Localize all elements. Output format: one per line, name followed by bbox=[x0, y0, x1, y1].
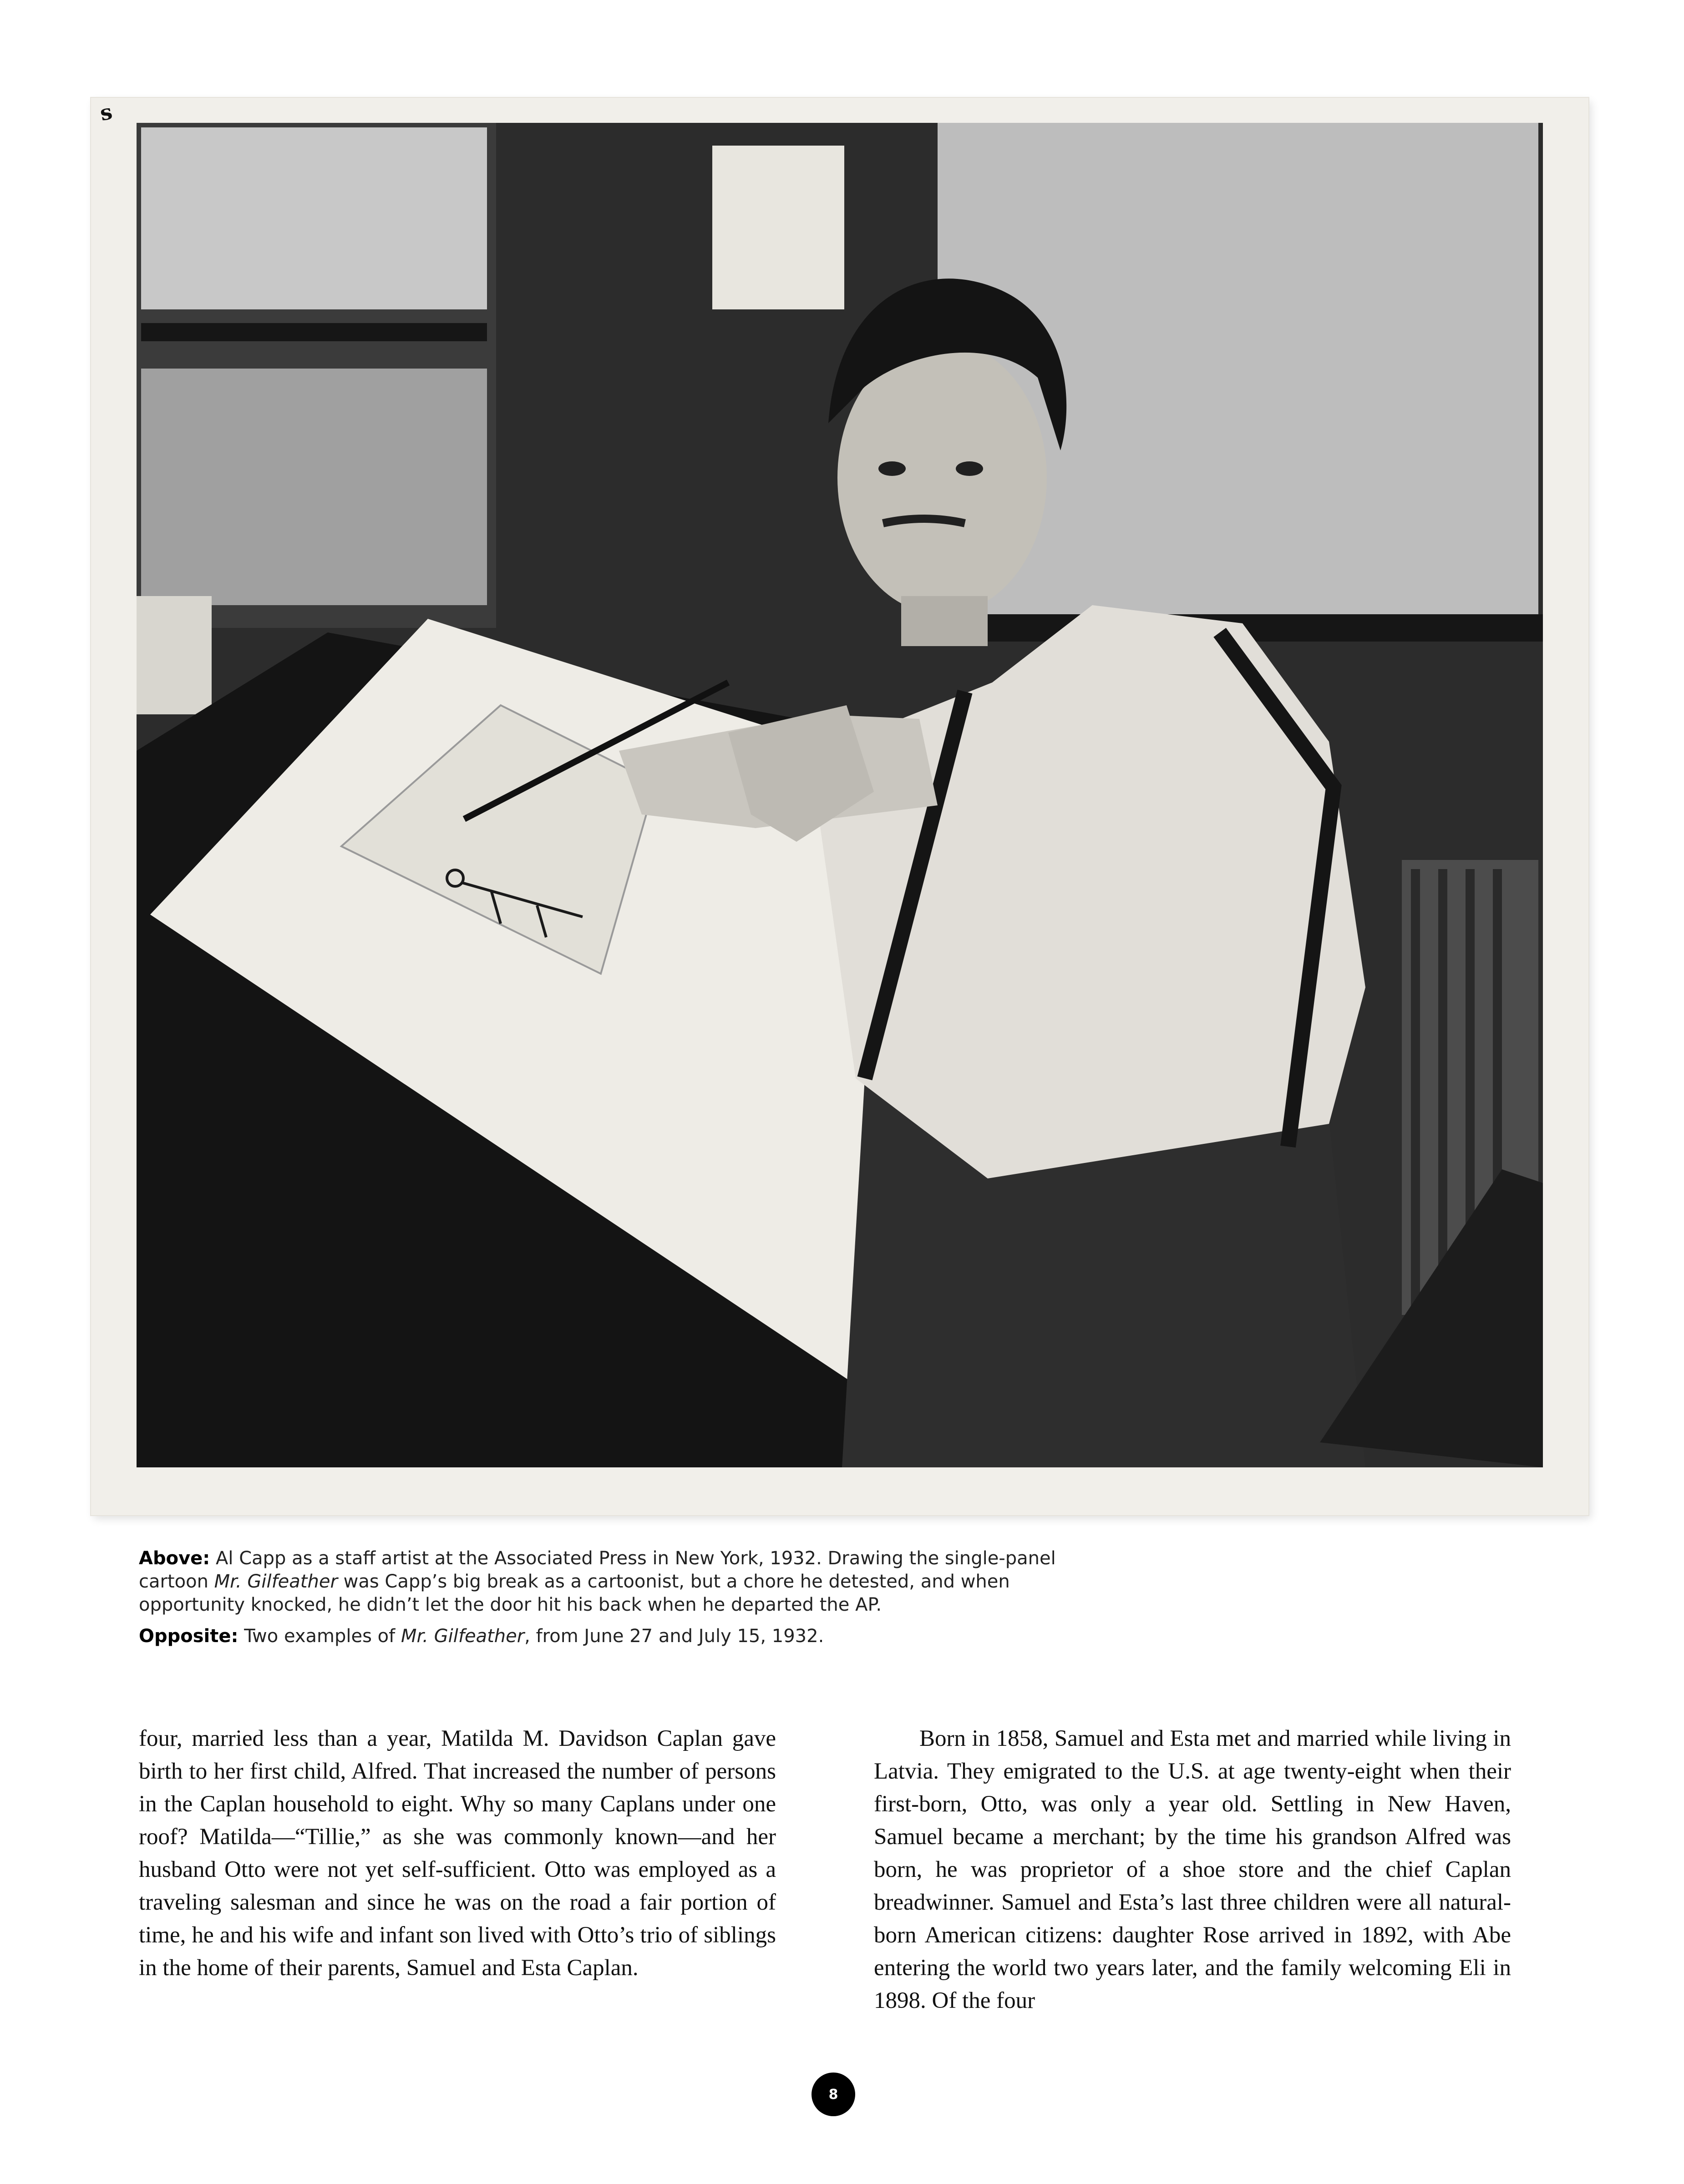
jar bbox=[137, 596, 212, 714]
caption-above-text-1: Al Capp as a staff artist at the Associated Press in New York, 1932. Drawing the single-panel cartoon bbox=[139, 1548, 1056, 1592]
caption-above-label: Above: bbox=[139, 1548, 210, 1569]
photo bbox=[137, 123, 1543, 1467]
body-paragraph-left: four, married less than a year, Matilda M. Davidson Caplan gave birth to her first child, Alfred. That increased the number of persons in the Caplan household to eight. Why so many Caplans under one roof? Matilda—“Tillie,” as she was commonly known—and her husband Otto were not yet self-sufficient. Otto was employed as a traveling salesman and since he was on the road a fair portion of time, he and his wife and infant son lived with Otto’s trio of siblings in the home of their parents, Samuel and Esta Caplan. bbox=[139, 1726, 776, 1981]
body-paragraph-right: Born in 1858, Samuel and Esta met and married while living in Latvia. They emigrated to the U.S. at age twenty-eight when their first-born, Otto, was only a year old. Settling in New Haven, Samuel became a merchant; by the time his grandson Alfred was born, he was proprietor of a shoe store and the chief Caplan breadwinner. Samuel and Esta’s last three children were all natural-born American citizens: daughter Rose arrived in 1892, with Abe entering the world two years later, and the family welcoming Eli in 1898. Of the four bbox=[874, 1726, 1511, 2013]
window-shade bbox=[141, 127, 487, 309]
page-number: 8 bbox=[812, 2073, 855, 2116]
neck bbox=[901, 596, 988, 646]
caption-above bbox=[139, 1547, 1072, 1617]
caption-opposite bbox=[139, 1625, 1072, 1648]
body-column-right bbox=[874, 1722, 1511, 2017]
photo-illustration bbox=[137, 123, 1543, 1467]
body-column-left bbox=[139, 1722, 776, 1984]
window-sash bbox=[141, 323, 487, 341]
caption-above-text-2: was Capp’s big break as a cartoonist, but a chore he detested, and when opportunity knocked, he didn’t let the door hit his back when he departed the AP. bbox=[139, 1571, 1010, 1615]
caption-above-title: Mr. Gilfeather bbox=[214, 1571, 338, 1592]
caption-opposite-title: Mr. Gilfeather bbox=[401, 1626, 525, 1647]
corner-mark: s bbox=[97, 99, 115, 126]
window-pane bbox=[141, 369, 487, 605]
mustache bbox=[883, 519, 965, 523]
caption-opposite-text-2: , from June 27 and July 15, 1932. bbox=[524, 1626, 824, 1647]
wall-notice bbox=[712, 146, 844, 309]
left-eye bbox=[878, 461, 906, 476]
caption-opposite-text-1: Two examples of bbox=[238, 1626, 401, 1647]
caption-opposite-label: Opposite: bbox=[139, 1626, 238, 1647]
right-eye bbox=[956, 461, 983, 476]
photo-frame bbox=[91, 98, 1588, 1515]
photo-captions bbox=[139, 1547, 1072, 1656]
